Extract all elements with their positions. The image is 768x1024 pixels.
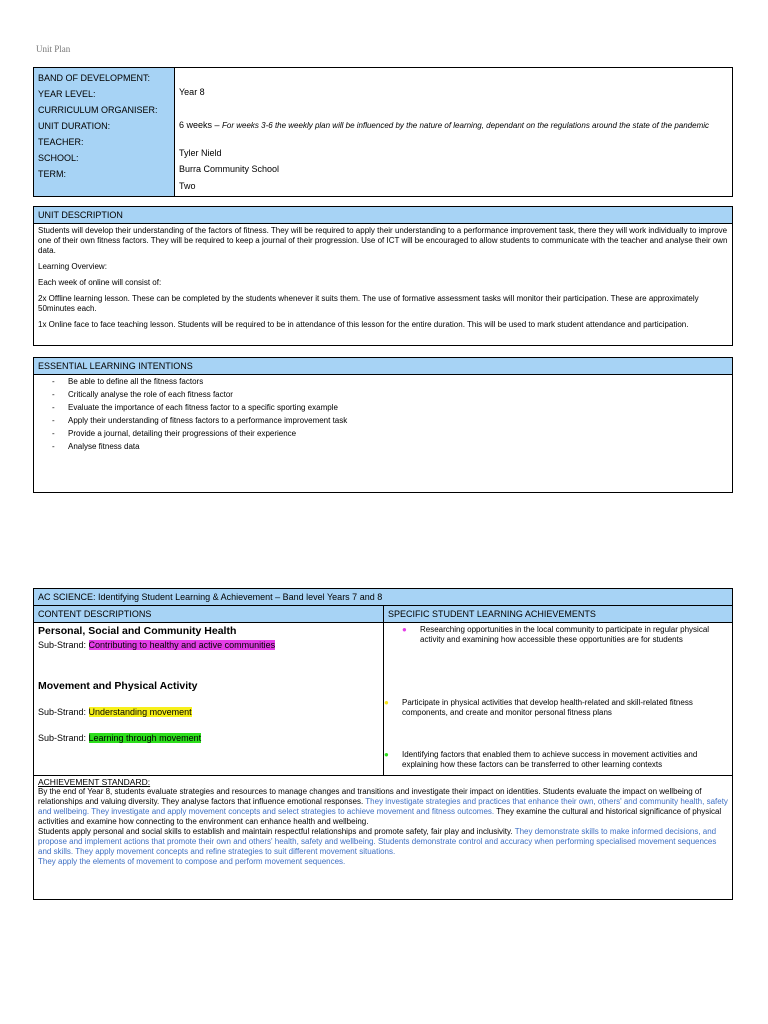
list-item: - Provide a journal, detailing their progressions of their experience xyxy=(52,427,732,440)
unit-description-heading: UNIT DESCRIPTION xyxy=(34,207,732,224)
label-school: SCHOOL: xyxy=(38,153,79,163)
standard-text-highlight: They demonstrate skills to make informed decisions, and propose and implement actions that promote their own and others' health, safety and wellbeing. Students demonstrate control and accuracy when performing specialised movement sequences and skills. They apply movement concepts and refine strategies to suit different movement situations. xyxy=(38,827,717,856)
label-year: YEAR LEVEL: xyxy=(38,89,96,99)
learning-achievements-header: SPECIFIC STUDENT LEARNING ACHIEVEMENTS xyxy=(384,606,732,622)
value-term: Two xyxy=(179,181,196,191)
duration-weeks: 6 weeks – xyxy=(179,120,223,130)
learning-intentions-heading: ESSENTIAL LEARNING INTENTIONS xyxy=(34,358,732,375)
achievement-standard-paragraph-1 xyxy=(38,787,728,827)
value-school: Burra Community School xyxy=(179,164,280,174)
sub-strand-healthy-communities: Contributing to healthy and active communities xyxy=(88,640,276,650)
learning-intentions-list xyxy=(34,375,732,453)
label-term: TERM: xyxy=(38,169,66,179)
achievement-standard-title: ACHIEVEMENT STANDARD: xyxy=(38,777,151,787)
value-teacher: Tyler Nield xyxy=(179,148,222,158)
sub-strand-2 xyxy=(38,707,379,717)
achievement-text: Researching opportunities in the local community to participate in regular physical activity and examining how accessible these opportunities are for students xyxy=(420,625,710,644)
content-descriptions-cell xyxy=(34,623,384,775)
value-year: Year 8 xyxy=(179,87,205,97)
online-lesson-text: 1x Online face to face teaching lesson. Students will be required to be in attendance of this lesson for the entire duration. This will be used to mark student attendance and participation. xyxy=(38,320,689,329)
label-duration: UNIT DURATION: xyxy=(38,121,111,131)
content-descriptions-header: CONTENT DESCRIPTIONS xyxy=(34,606,384,622)
unit-info-table xyxy=(33,67,733,197)
learning-overview-label: Learning Overview: xyxy=(38,262,107,271)
sub-strand-label: Sub-Strand: xyxy=(38,707,89,717)
label-band: BAND OF DEVELOPMENT: xyxy=(38,73,151,83)
unit-description-section xyxy=(33,206,733,346)
standard-text: They examine the cultural and historical significance of physical activities and examine how connecting to the environment can enhance health and wellbeing. xyxy=(38,807,722,826)
list-item: - Be able to define all the fitness factors xyxy=(52,375,732,388)
achievement-item-3 xyxy=(384,750,724,770)
standard-text: By the end of Year 8, students evaluate strategies and resources to manage changes and transitions and investigate their impact on identities. Students evaluate the impact on wellbeing of relationships and valuing diversity. They analyse factors that influence emotional responses. xyxy=(38,787,702,806)
duration-note: For weeks 3-6 the weekly plan will be influenced by the nature of learning, dependant on the regulations around the state of the pandemic xyxy=(222,121,710,130)
standard-text-highlight: They investigate strategies and practices that enhance their own, others' and community health, safety and wellbeing. They investigate and apply movement concepts and select strategies to achieve movement and fitness outcomes. xyxy=(38,797,728,816)
standard-text: Students apply personal and social skills to establish and maintain respectful relationships and promote safety, fair play and inclusivity. xyxy=(38,827,513,836)
achievement-item-2 xyxy=(384,698,724,718)
learning-achievements-cell xyxy=(384,623,732,775)
label-curriculum: CURRICULUM ORGANISER: xyxy=(38,105,158,115)
info-values xyxy=(175,68,732,196)
achievement-standard-paragraph-2 xyxy=(38,827,728,857)
strand-personal-social: Personal, Social and Community Health xyxy=(38,625,237,637)
offline-lesson-text: 2x Offline learning lesson. These can be completed by the students whenever it suits them. The use of formative assessment tasks will monitor their participation. These are approximately 50minutes each. xyxy=(38,294,699,313)
achievement-standard-paragraph-3: They apply the elements of movement to compose and perform movement sequences. xyxy=(38,857,346,866)
page-header-title: Unit Plan xyxy=(36,44,71,54)
achievement-item-1 xyxy=(402,625,724,645)
list-item: - Analyse fitness data xyxy=(52,440,732,453)
sub-strand-label: Sub-Strand: xyxy=(38,733,89,743)
value-duration xyxy=(179,120,728,131)
sub-strand-3 xyxy=(38,733,379,743)
list-item: - Critically analyse the role of each fitness factor xyxy=(52,388,732,401)
sub-strand-1 xyxy=(38,640,379,650)
list-item: - Evaluate the importance of each fitness factor to a specific sporting example xyxy=(52,401,732,414)
content-row xyxy=(34,623,732,776)
achievement-text: Participate in physical activities that develop health-related and skill-related fitness components, and create and monitor personal fitness plans xyxy=(402,698,693,717)
bullet-pink-icon: ● xyxy=(402,625,407,634)
unit-description-body xyxy=(34,224,732,338)
column-headers xyxy=(34,606,732,623)
sub-strand-understanding-movement: Understanding movement xyxy=(88,707,192,717)
science-achievement-table xyxy=(33,588,733,900)
science-heading: AC SCIENCE: Identifying Student Learning & Achievement – Band level Years 7 and 8 xyxy=(34,589,732,606)
list-item: - Apply their understanding of fitness factors to a performance improvement task xyxy=(52,414,732,427)
achievement-text: Identifying factors that enabled them to achieve success in movement activities and explaining how these factors can be transferred to other learning contexts xyxy=(402,750,698,769)
achievement-standard xyxy=(34,776,732,868)
info-labels xyxy=(34,68,175,196)
weekly-structure-label: Each week of online will consist of: xyxy=(38,278,162,287)
description-paragraph: Students will develop their understanding of the factors of fitness. They will be required to apply their understanding to a performance improvement task, there they will work individually to improve one of their own fitness factors. They will be required to keep a journal of their progression. Use of ICT will be encouraged to allow students to communicate with the teacher and analyse their own data. xyxy=(38,226,728,255)
strand-movement: Movement and Physical Activity xyxy=(38,680,198,692)
bullet-green-icon: ● xyxy=(384,750,389,759)
bullet-yellow-icon: ● xyxy=(384,698,389,707)
sub-strand-learning-through-movement: Learning through movement xyxy=(88,733,202,743)
learning-intentions-section xyxy=(33,357,733,493)
label-teacher: TEACHER: xyxy=(38,137,84,147)
sub-strand-label: Sub-Strand: xyxy=(38,640,89,650)
